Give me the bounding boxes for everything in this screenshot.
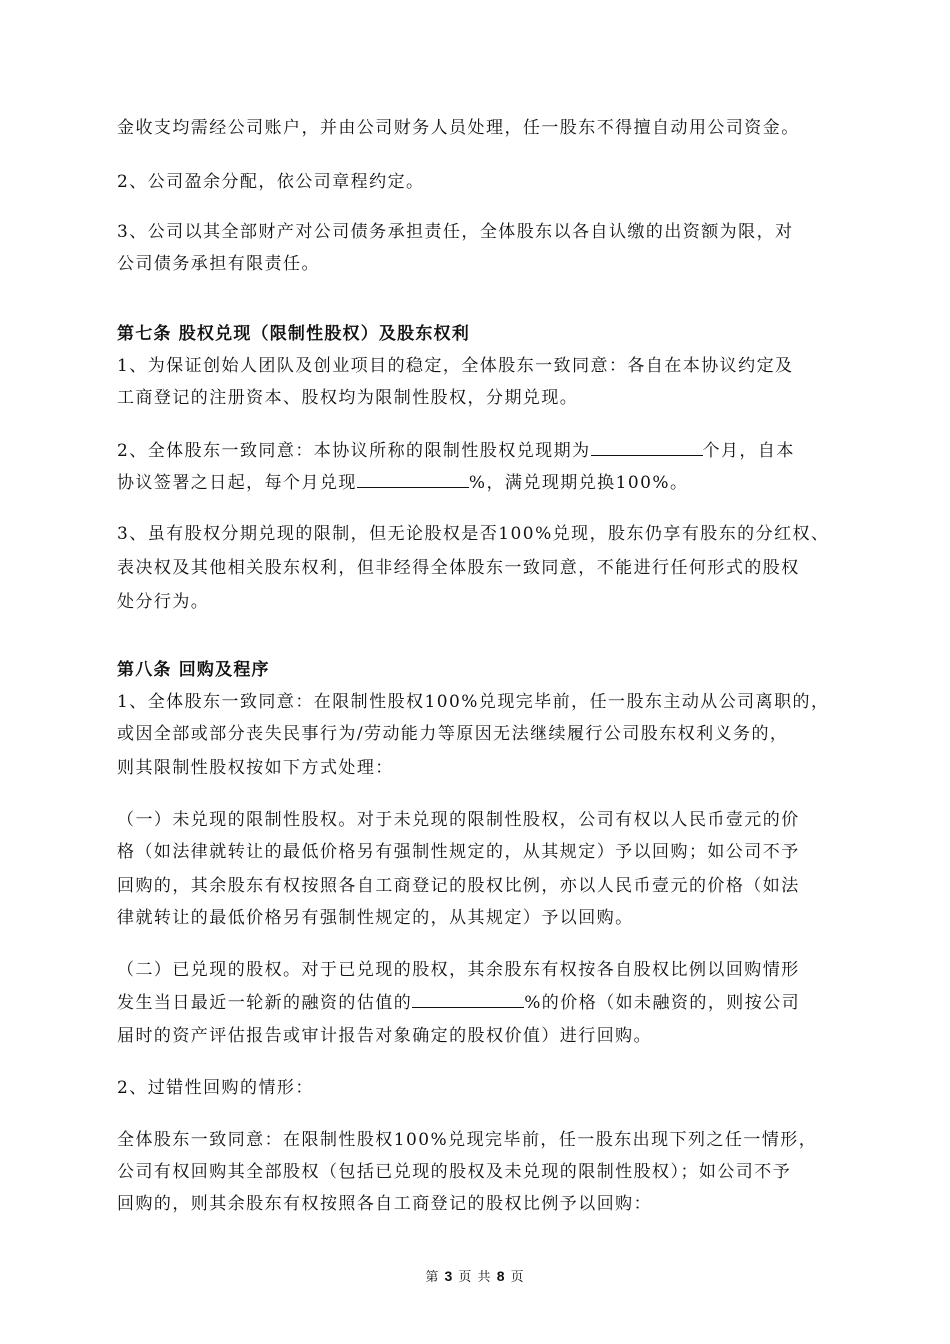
paragraph-line: 金收支均需经公司账户，并由公司财务人员处理，任一股东不得擅自动用公司资金。 — [117, 118, 800, 138]
paragraph-line: 工商登记的注册资本、股权均为限制性股权，分期兑现。 — [117, 388, 579, 408]
footer-suffix: 页 — [510, 1270, 525, 1285]
paragraph-line: 处分行为。 — [117, 592, 210, 612]
paragraph-line: （一）未兑现的限制性股权。对于未兑现的限制性股权，公司有权以人民币壹元的价 — [117, 810, 800, 830]
text-segment: %的价格（如未融资的，则按公司 — [524, 993, 801, 1013]
paragraph-line: 公司有权回购其全部股权（包括已兑现的股权及未兑现的限制性股权）；如公司不予 — [117, 1162, 792, 1182]
fill-in-blank[interactable] — [591, 438, 703, 456]
paragraph-line: 格（如法律就转让的最低价格另有强制性规定的，从其规定）予以回购；如公司不予 — [117, 842, 800, 862]
fill-in-blank[interactable] — [412, 990, 524, 1008]
current-page-number: 3 — [444, 1268, 454, 1284]
paragraph-line: 1、为保证创始人团队及创业项目的稳定，全体股东一致同意：各自在本协议约定及 — [117, 356, 794, 376]
paragraph-line — [117, 990, 800, 1015]
paragraph-line: 2、公司盈余分配，依公司章程约定。 — [117, 172, 425, 192]
section-heading: 第八条 回购及程序 — [117, 660, 270, 680]
paragraph-line: 表决权及其他相关股东权利，但非经得全体股东一致同意，不能进行任何形式的股权 — [117, 558, 800, 578]
paragraph-line: （二）已兑现的股权。对于已兑现的股权，其余股东有权按各自股权比例以回购情形 — [117, 960, 800, 980]
paragraph-line — [117, 470, 688, 495]
text-segment: %，满兑现期兑换100%。 — [468, 473, 689, 493]
text-segment: 发生当日最近一轮新的融资的估值的 — [117, 993, 413, 1013]
paragraph-line: 回购的，则其余股东有权按照各自工商登记的股权比例予以回购： — [117, 1194, 653, 1214]
paragraph-line — [117, 438, 795, 463]
paragraph-line: 公司债务承担有限责任。 — [117, 254, 320, 274]
page-footer — [0, 1267, 950, 1287]
paragraph-line: 或因全部或部分丧失民事行为/劳动能力等原因无法继续履行公司股东权利义务的， — [117, 724, 789, 744]
paragraph-line: 1、全体股东一致同意：在限制性股权100%兑现完毕前，任一股东主动从公司离职的， — [117, 692, 830, 712]
paragraph-line: 回购的，其余股东有权按照各自工商登记的股权比例，亦以人民币壹元的价格（如法 — [117, 876, 800, 896]
paragraph-line: 律就转让的最低价格另有强制性规定的，从其规定）予以回购。 — [117, 908, 634, 928]
footer-prefix: 第 — [425, 1270, 440, 1285]
paragraph-line: 2、过错性回购的情形： — [117, 1078, 314, 1098]
fill-in-blank[interactable] — [357, 470, 469, 488]
paragraph-line: 届时的资产评估报告或审计报告对象确定的股权价值）进行回购。 — [117, 1026, 653, 1046]
paragraph-line: 3、虽有股权分期兑现的限制，但无论股权是否100%兑现，股东仍享有股东的分红权、 — [117, 524, 830, 544]
text-segment: 个月，自本 — [702, 441, 795, 461]
paragraph-line: 则其限制性股权按如下方式处理： — [117, 758, 394, 778]
text-segment: 协议签署之日起，每个月兑现 — [117, 473, 357, 493]
paragraph-line: 全体股东一致同意：在限制性股权100%兑现完毕前，任一股东出现下列之任一情形， — [117, 1130, 818, 1150]
section-heading: 第七条 股权兑现（限制性股权）及股东权利 — [117, 324, 470, 344]
total-page-number: 8 — [496, 1268, 506, 1284]
footer-middle: 页 共 — [458, 1270, 492, 1285]
paragraph-line: 3、公司以其全部财产对公司债务承担责任，全体股东以各自认缴的出资额为限，对 — [117, 222, 794, 242]
text-segment: 2、全体股东一致同意：本协议所称的限制性股权兑现期为 — [117, 441, 591, 461]
